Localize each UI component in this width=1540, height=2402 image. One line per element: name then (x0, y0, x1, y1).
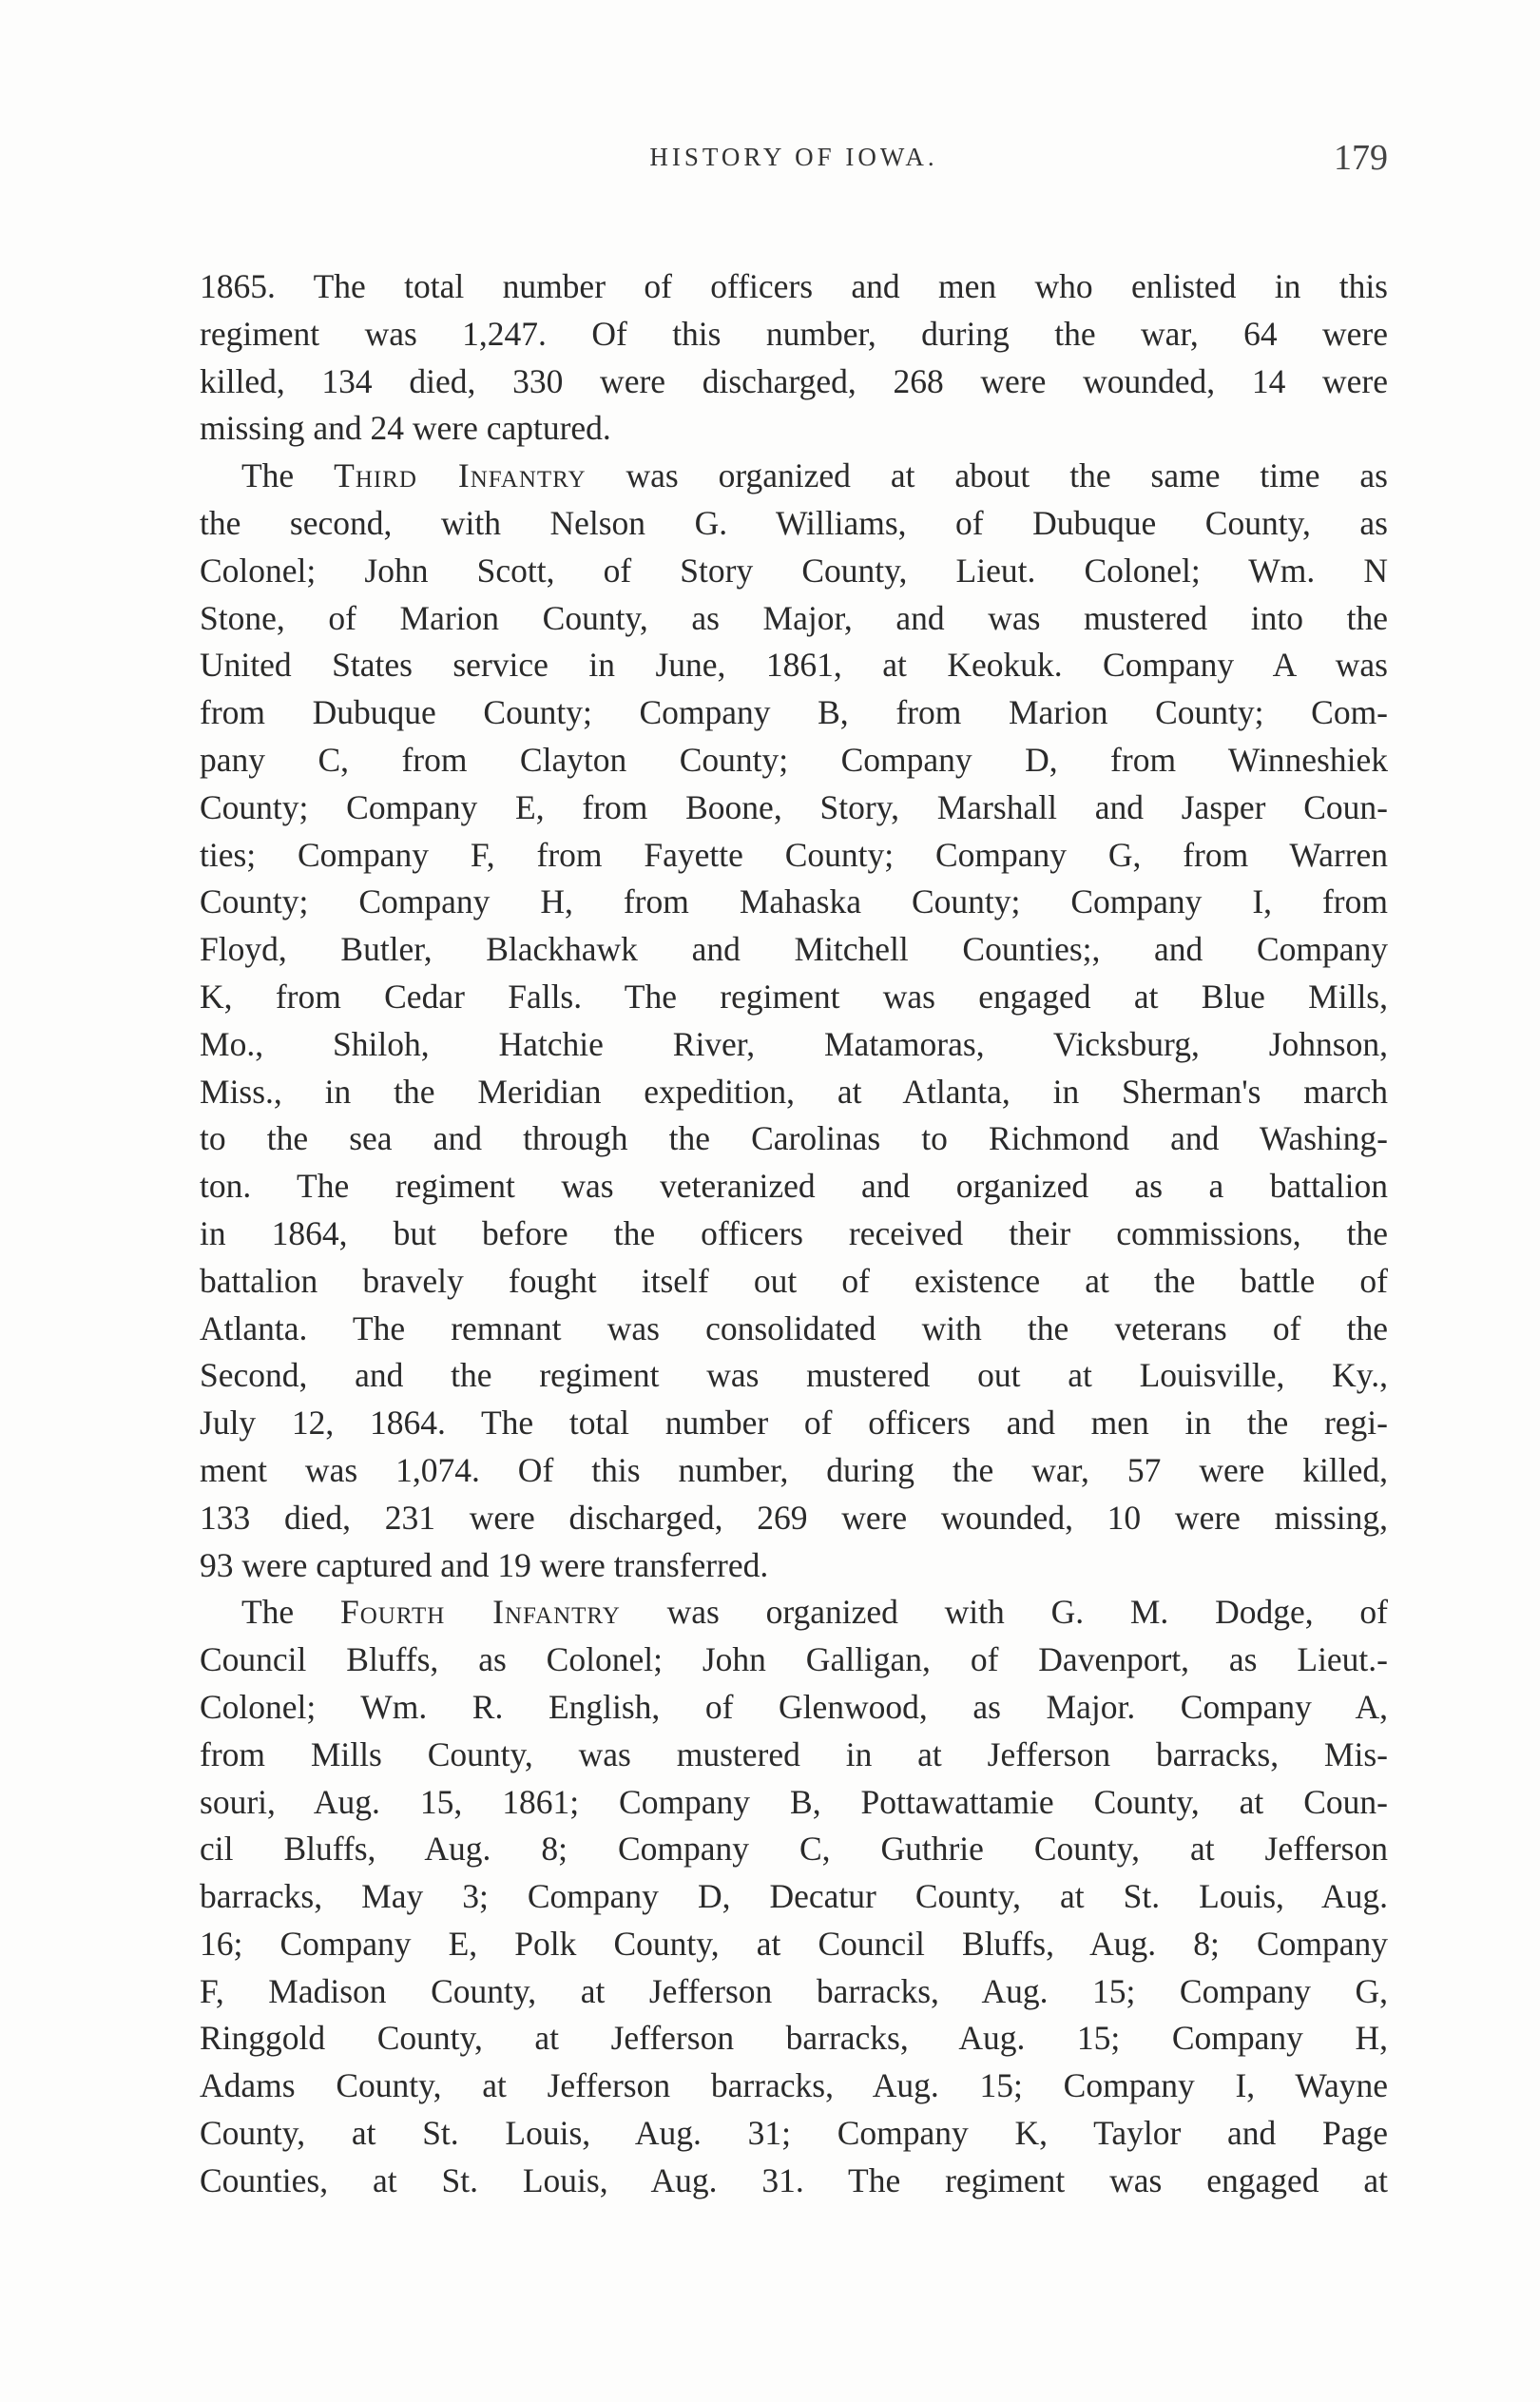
text-line: ment was 1,074. Of this number, during the war, 57 were killed, (200, 1450, 1388, 1489)
text-line: Second, and the regiment was mustered out at Louisville, Ky., (200, 1356, 1388, 1395)
text-line-lead: The (241, 1593, 340, 1632)
text-line: 93 were captured and 19 were transferred. (200, 1545, 769, 1584)
page-number: 179 (1334, 138, 1388, 178)
text-line: County, at St. Louis, Aug. 31; Company K, Taylor and Page (200, 2114, 1388, 2153)
text-line: County; Company E, from Boone, Story, Marshall and Jasper Coun- (200, 787, 1388, 826)
text-line-lead: The (241, 456, 335, 495)
text-line: Ringgold County, at Jefferson barracks, Aug. 15; Company H, (200, 2019, 1388, 2058)
text-line: Colonel; Wm. R. English, of Glenwood, as Major. Company A, (200, 1687, 1388, 1726)
text-line: Colonel; John Scott, of Story County, Lieut. Colonel; Wm. N (200, 551, 1388, 590)
text-line: K, from Cedar Falls. The regiment was engaged at Blue Mills, (200, 977, 1388, 1016)
text-line: 1865. The total number of officers and men who enlisted in this (200, 267, 1388, 305)
running-title: HISTORY OF IOWA. (649, 143, 938, 171)
text-line: from Mills County, was mustered in at Jefferson barracks, Mis- (200, 1734, 1388, 1773)
regiment-heading: Third Infantry (334, 456, 587, 495)
text-line: 133 died, 231 were discharged, 269 were wounded, 10 were missing, (200, 1498, 1388, 1537)
text-line: cil Bluffs, Aug. 8; Company C, Guthrie County, at Jefferson (200, 1830, 1388, 1869)
text-line: from Dubuque County; Company B, from Marion County; Com- (200, 693, 1388, 732)
text-line: Floyd, Butler, Blackhawk and Mitchell Counties;, and Company (200, 930, 1388, 969)
text-line: battalion bravely fought itself out of existence at the battle of (200, 1261, 1388, 1300)
text-line: regiment was 1,247. Of this number, during the war, 64 were (200, 314, 1388, 353)
text-line-rest: was organized with G. M. Dodge, of (620, 1593, 1388, 1632)
text-line: killed, 134 died, 330 were discharged, 268 were wounded, 14 were (200, 361, 1388, 400)
text-line: Adams County, at Jefferson barracks, Aug. 15; Company I, Wayne (200, 2066, 1388, 2105)
regiment-heading: Fourth Infantry (339, 1593, 621, 1632)
text-line: Atlanta. The remnant was consolidated with the veterans of the (200, 1308, 1388, 1347)
text-line: Counties, at St. Louis, Aug. 31. The regiment was engaged at (200, 2160, 1388, 2199)
text-line: Miss., in the Meridian expedition, at Atlanta, in Sherman's march (200, 1072, 1388, 1111)
text-line: ton. The regiment was veteranized and organized as a battalion (200, 1167, 1388, 1206)
text-line (200, 1589, 1388, 1637)
text-line: Mo., Shiloh, Hatchie River, Matamoras, Vicksburg, Johnson, (200, 1024, 1388, 1063)
body-text (200, 263, 1388, 2205)
text-line-rest: was organized at about the same time as (586, 456, 1388, 495)
text-line: souri, Aug. 15, 1861; Company B, Pottawattamie County, at Coun- (200, 1782, 1388, 1821)
text-line: to the sea and through the Carolinas to Richmond and Washing- (200, 1119, 1388, 1158)
text-line: barracks, May 3; Company D, Decatur County, at St. Louis, Aug. (200, 1877, 1388, 1916)
text-line: missing and 24 were captured. (200, 409, 611, 448)
text-line: ties; Company F, from Fayette County; Company G, from Warren (200, 835, 1388, 874)
text-line: pany C, from Clayton County; Company D, from Winneshiek (200, 740, 1388, 779)
text-line: Stone, of Marion County, as Major, and was mustered into the (200, 598, 1388, 637)
text-line: the second, with Nelson G. Williams, of Dubuque County, as (200, 503, 1388, 542)
text-line: 16; Company E, Polk County, at Council Bluffs, Aug. 8; Company (200, 1924, 1388, 1963)
text-line (200, 453, 1388, 500)
text-line: July 12, 1864. The total number of officers and men in the regi- (200, 1404, 1388, 1443)
running-head (200, 138, 1388, 190)
text-line: County; Company H, from Mahaska County; Company I, from (200, 882, 1388, 921)
text-line: Council Bluffs, as Colonel; John Galligan, of Davenport, as Lieut.- (200, 1640, 1388, 1679)
text-line: United States service in June, 1861, at Keokuk. Company A was (200, 646, 1388, 685)
text-line: in 1864, but before the officers received their commissions, the (200, 1213, 1388, 1252)
text-line: F, Madison County, at Jefferson barracks, Aug. 15; Company G, (200, 1971, 1388, 2010)
